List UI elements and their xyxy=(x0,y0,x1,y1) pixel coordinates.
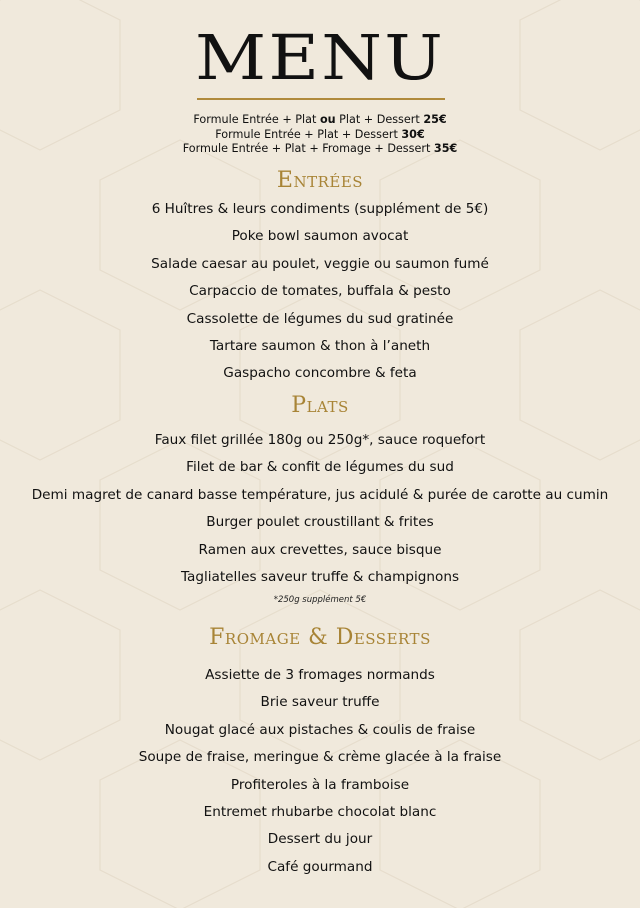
formula-text: Formule Entrée + Plat xyxy=(193,113,320,126)
formula-price: 35€ xyxy=(433,142,458,155)
menu-item: Filet de bar & confit de légumes du sud xyxy=(186,459,454,476)
section-title-entrees: Entrées xyxy=(276,168,364,193)
menu-item: Poke bowl saumon avocat xyxy=(231,228,409,245)
menu-item: Cassolette de légumes du sud gratinée xyxy=(186,310,454,327)
menu-item: 6 Huîtres & leurs condiments (supplément de 5€) xyxy=(151,201,489,217)
menu-item: Salade caesar au poulet, veggie ou saumon fumé xyxy=(151,255,489,272)
formula-line-1 xyxy=(0,113,640,128)
plats-list xyxy=(0,427,640,591)
formula-text: Formule Entrée + Plat + Dessert xyxy=(215,127,402,141)
formula-price: 30€ xyxy=(401,127,425,141)
menu-item: Tagliatelles saveur truffe & champignons xyxy=(180,568,460,585)
menu-item: Profiteroles à la framboise xyxy=(230,776,410,793)
menu-item: Brie saveur truffe xyxy=(260,694,380,711)
formula-line-2 xyxy=(0,128,640,143)
menu-item: Faux filet grillée 180g ou 250g*, sauce roquefort xyxy=(154,432,486,448)
menu-item: Assiette de 3 fromages normands xyxy=(205,667,435,683)
menu-item: Entremet rhubarbe chocolat blanc xyxy=(203,803,437,820)
section-title-plats: Plats xyxy=(291,393,349,418)
supplement-note: *250g supplément 5€ xyxy=(273,595,367,605)
menu-item: Tartare saumon & thon à l’aneth xyxy=(209,337,431,354)
section-title-desserts: Fromage & Desserts xyxy=(209,625,431,650)
formula-text: Formule Entrée + Plat + Fromage + Dessert xyxy=(182,142,434,155)
entrees-list xyxy=(0,196,640,388)
desserts-list xyxy=(0,662,640,881)
formula-line-3 xyxy=(0,142,640,157)
menu-item: Soupe de fraise, meringue & crème glacée à la fraise xyxy=(138,749,502,766)
menu-item: Carpaccio de tomates, buffala & pesto xyxy=(189,283,451,300)
formula-price: 25€ xyxy=(423,113,447,126)
formula-bold-word: ou xyxy=(319,113,336,126)
menu-item: Gaspacho concombre & feta xyxy=(223,365,417,382)
title-divider xyxy=(197,98,445,100)
formula-text: Plat + Dessert xyxy=(335,113,424,126)
menu-item: Dessert du jour xyxy=(267,831,373,848)
menu-item: Burger poulet croustillant & frites xyxy=(206,514,434,531)
formula-list xyxy=(0,113,640,157)
menu-item: Nougat glacé aux pistaches & coulis de fraise xyxy=(164,721,476,738)
menu-item: Café gourmand xyxy=(267,858,373,875)
menu-item: Ramen aux crevettes, sauce bisque xyxy=(198,541,442,558)
menu-item: Demi magret de canard basse température, jus acidulé & purée de carotte au cumin xyxy=(31,486,609,503)
menu-title: MENU xyxy=(194,21,446,94)
